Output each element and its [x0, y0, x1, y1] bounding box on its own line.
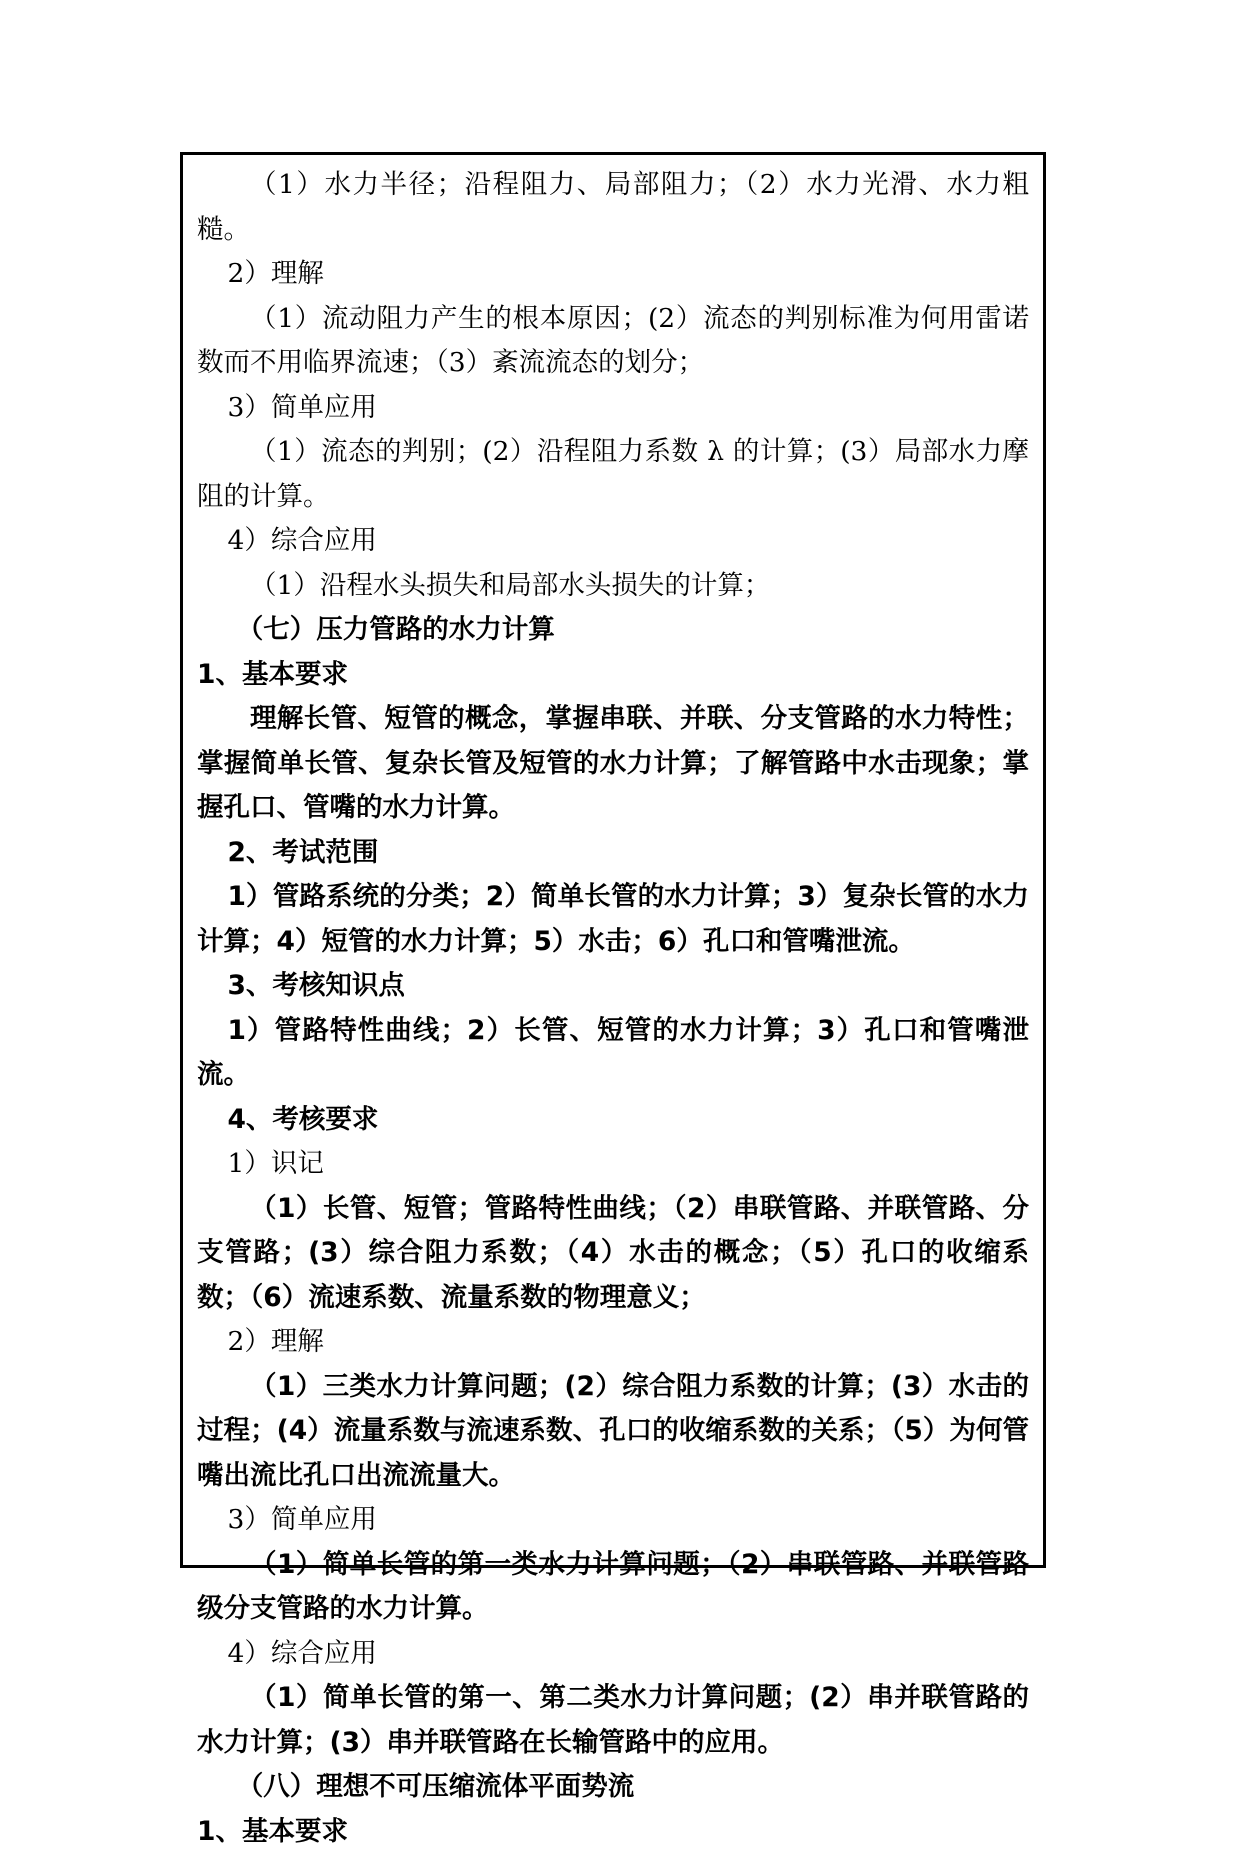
list-heading: 2）理解 [227, 1326, 324, 1357]
paragraph: （1）流态的判别；(2）沿程阻力系数 λ 的计算；(3）局部水力摩阻的计算。 [197, 436, 1029, 512]
subsection-heading: 4、考核要求 [227, 1103, 379, 1135]
paragraph: 4）综合应用 [227, 525, 377, 556]
paragraph: （1）简单长管的第一、第二类水力计算问题；(2）串并联管路的水力计算；(3）串并联管路在长输管路中的应用。 [197, 1682, 1029, 1758]
list-heading: 3）简单应用 [227, 1504, 377, 1535]
paragraph: （1）水力半径；沿程阻力、局部阻力；（2）水力光滑、水力粗糙。 [197, 169, 1029, 245]
list-heading: 4）综合应用 [227, 1637, 377, 1669]
paragraph: （1）简单长管的第一类水力计算问题；（2）串联管路、并联管路级分支管路的水力计算。 [197, 1548, 1029, 1624]
section-heading: （七）压力管路的水力计算 [236, 614, 555, 645]
paragraph: 3）简单应用 [227, 391, 377, 423]
paragraph: 1）管路系统的分类；2）简单长管的水力计算；3）复杂长管的水力计算；4）短管的水力计算；5）水击；6）孔口和管嘴泄流。 [197, 881, 1029, 957]
subsection-heading: 1、基本要求 [197, 1815, 348, 1847]
paragraph: （1）流动阻力产生的根本原因；(2）流态的判别标准为何用雷诺数而不用临界流速；（3）紊流流态的划分； [197, 302, 1029, 378]
subsection-heading: 3、考核知识点 [227, 970, 405, 1001]
document-frame [180, 152, 1046, 1847]
list-heading: 1）识记 [227, 1148, 324, 1179]
paragraph: 2）理解 [227, 258, 324, 289]
paragraph: 理解长管、短管的概念，掌握串联、并联、分支管路的水力特性；掌握简单长管、复杂长管及短管的水力计算；了解管路中水击现象；掌握孔口、管嘴的水力计算。 [197, 703, 1029, 823]
paragraph: （1）三类水力计算问题；(2）综合阻力系数的计算；(3）水击的过程；(4）流量系数与流速系数、孔口的收缩系数的关系；（5）为何管嘴出流比孔口出流流量大。 [197, 1370, 1029, 1491]
subsection-heading: 1、基本要求 [197, 658, 348, 690]
paragraph: （1）长管、短管；管路特性曲线；（2）串联管路、并联管路、分支管路；(3）综合阻力系数；（4）水击的概念；（5）孔口的收缩系数；（6）流速系数、流量系数的物理意义； [197, 1192, 1029, 1313]
document-body [183, 155, 1043, 1860]
subsection-heading: 2、考试范围 [227, 836, 379, 868]
section-heading: （八）理想不可压缩流体平面势流 [236, 1771, 635, 1802]
paragraph: 1）管路特性曲线；2）长管、短管的水力计算；3）孔口和管嘴泄流。 [197, 1014, 1029, 1090]
paragraph: （1）沿程水头损失和局部水头损失的计算； [250, 569, 771, 601]
